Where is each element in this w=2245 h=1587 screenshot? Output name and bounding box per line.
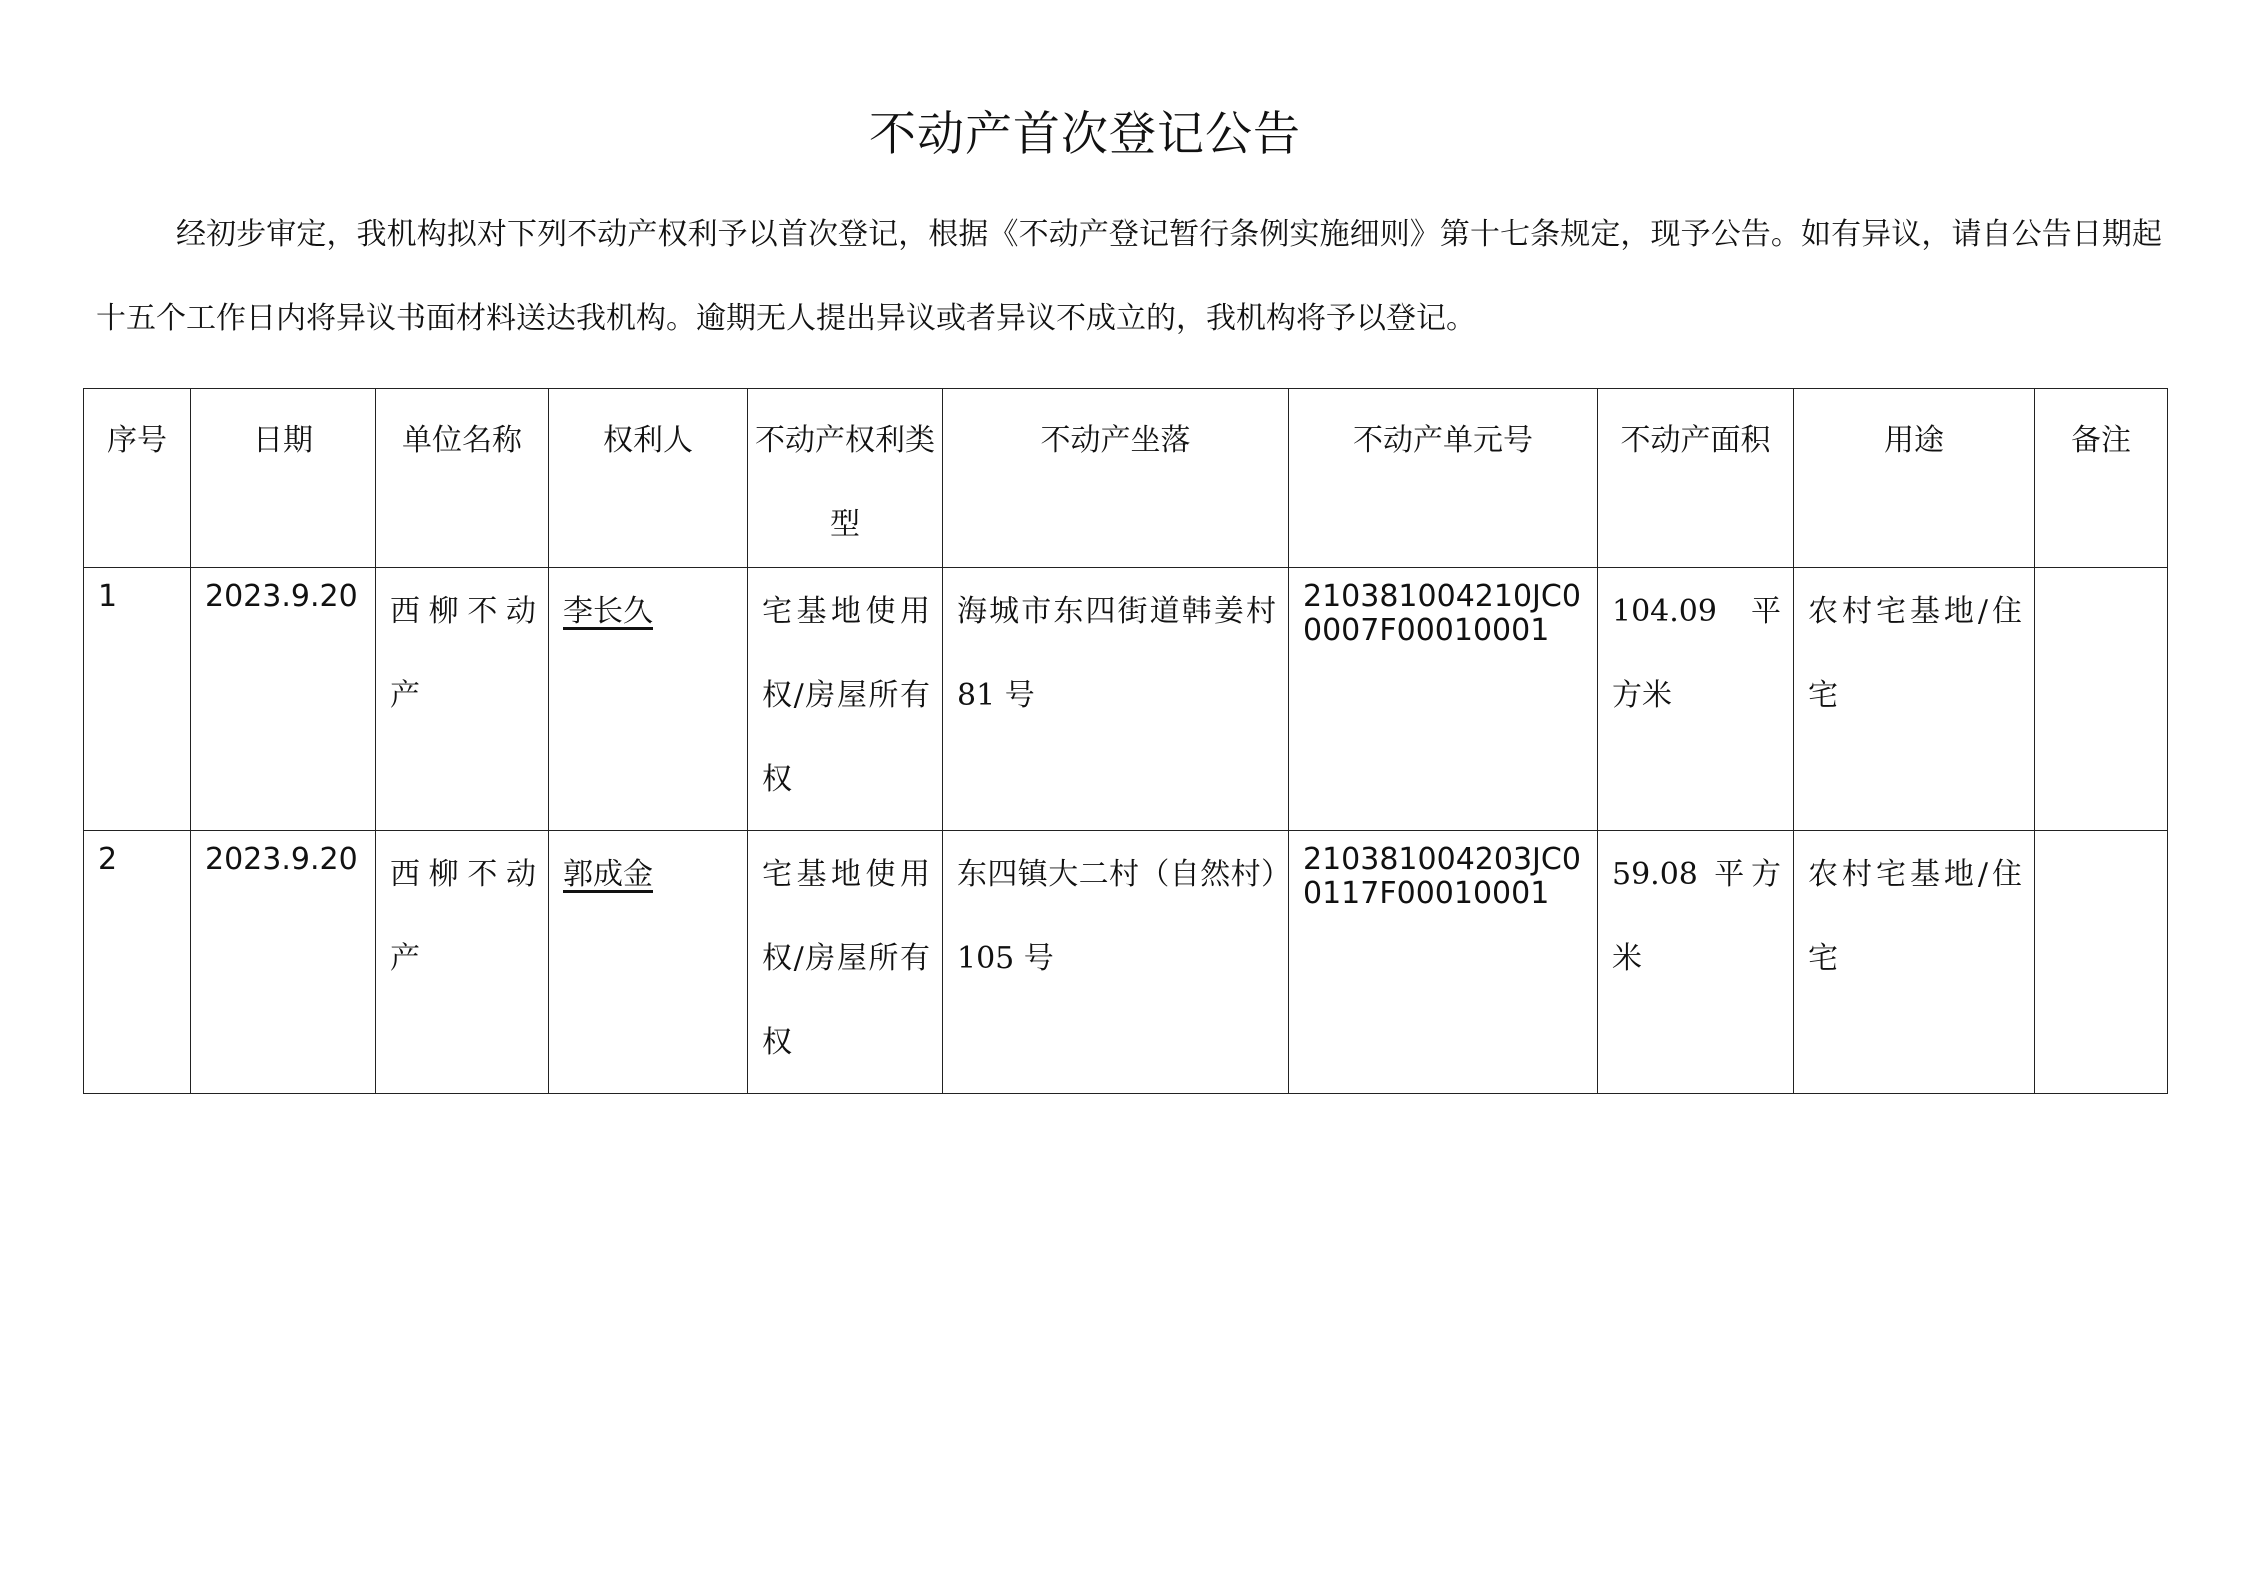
header-unit: 单位名称	[376, 389, 549, 568]
cell-unit-no: 210381004203JC00117F00010001	[1289, 831, 1598, 1094]
cell-location: 海城市东四街道韩姜村 81 号	[943, 568, 1289, 831]
header-location: 不动产坐落	[943, 389, 1289, 568]
cell-remark	[2035, 568, 2168, 831]
cell-area: 104.09 平方米	[1598, 568, 1794, 831]
owner-name: 郭成金	[563, 857, 653, 892]
cell-unit-no: 210381004210JC00007F00010001	[1289, 568, 1598, 831]
table-row	[84, 831, 2168, 1094]
header-remark: 备注	[2035, 389, 2168, 568]
cell-use: 农村宅基地/住宅	[1794, 568, 2035, 831]
header-unit-no: 不动产单元号	[1289, 389, 1598, 568]
header-right-type: 不动产权利类型	[748, 389, 943, 568]
cell-right-type: 宅基地使用权/房屋所有权	[748, 831, 943, 1094]
cell-unit: 西柳不动产	[376, 568, 549, 831]
cell-use: 农村宅基地/住宅	[1794, 831, 2035, 1094]
cell-unit: 西柳不动产	[376, 831, 549, 1094]
header-owner: 权利人	[549, 389, 748, 568]
registration-table	[83, 388, 2168, 1094]
cell-right-type: 宅基地使用权/房屋所有权	[748, 568, 943, 831]
cell-owner	[549, 568, 748, 831]
owner-name: 李长久	[563, 594, 653, 629]
cell-area: 59.08 平方米	[1598, 831, 1794, 1094]
header-seq: 序号	[84, 389, 191, 568]
cell-seq: 1	[84, 568, 191, 831]
header-use: 用途	[1794, 389, 2035, 568]
cell-remark	[2035, 831, 2168, 1094]
table-header-row	[84, 389, 2168, 568]
cell-owner	[549, 831, 748, 1094]
intro-paragraph: 经初步审定，我机构拟对下列不动产权利予以首次登记，根据《不动产登记暂行条例实施细则》第十七条规定，现予公告。如有异议，请自公告日期起十五个工作日内将异议书面材料送达我机构。逾期无人提出异议或者异议不成立的，我机构将予以登记。	[96, 217, 2162, 336]
page-title: 不动产首次登记公告	[869, 107, 1301, 162]
header-date: 日期	[191, 389, 376, 568]
cell-location: 东四镇大二村（自然村）105 号	[943, 831, 1289, 1094]
cell-seq: 2	[84, 831, 191, 1094]
cell-date: 2023.9.20	[191, 831, 376, 1094]
header-area: 不动产面积	[1598, 389, 1794, 568]
table-row	[84, 568, 2168, 831]
cell-date: 2023.9.20	[191, 568, 376, 831]
